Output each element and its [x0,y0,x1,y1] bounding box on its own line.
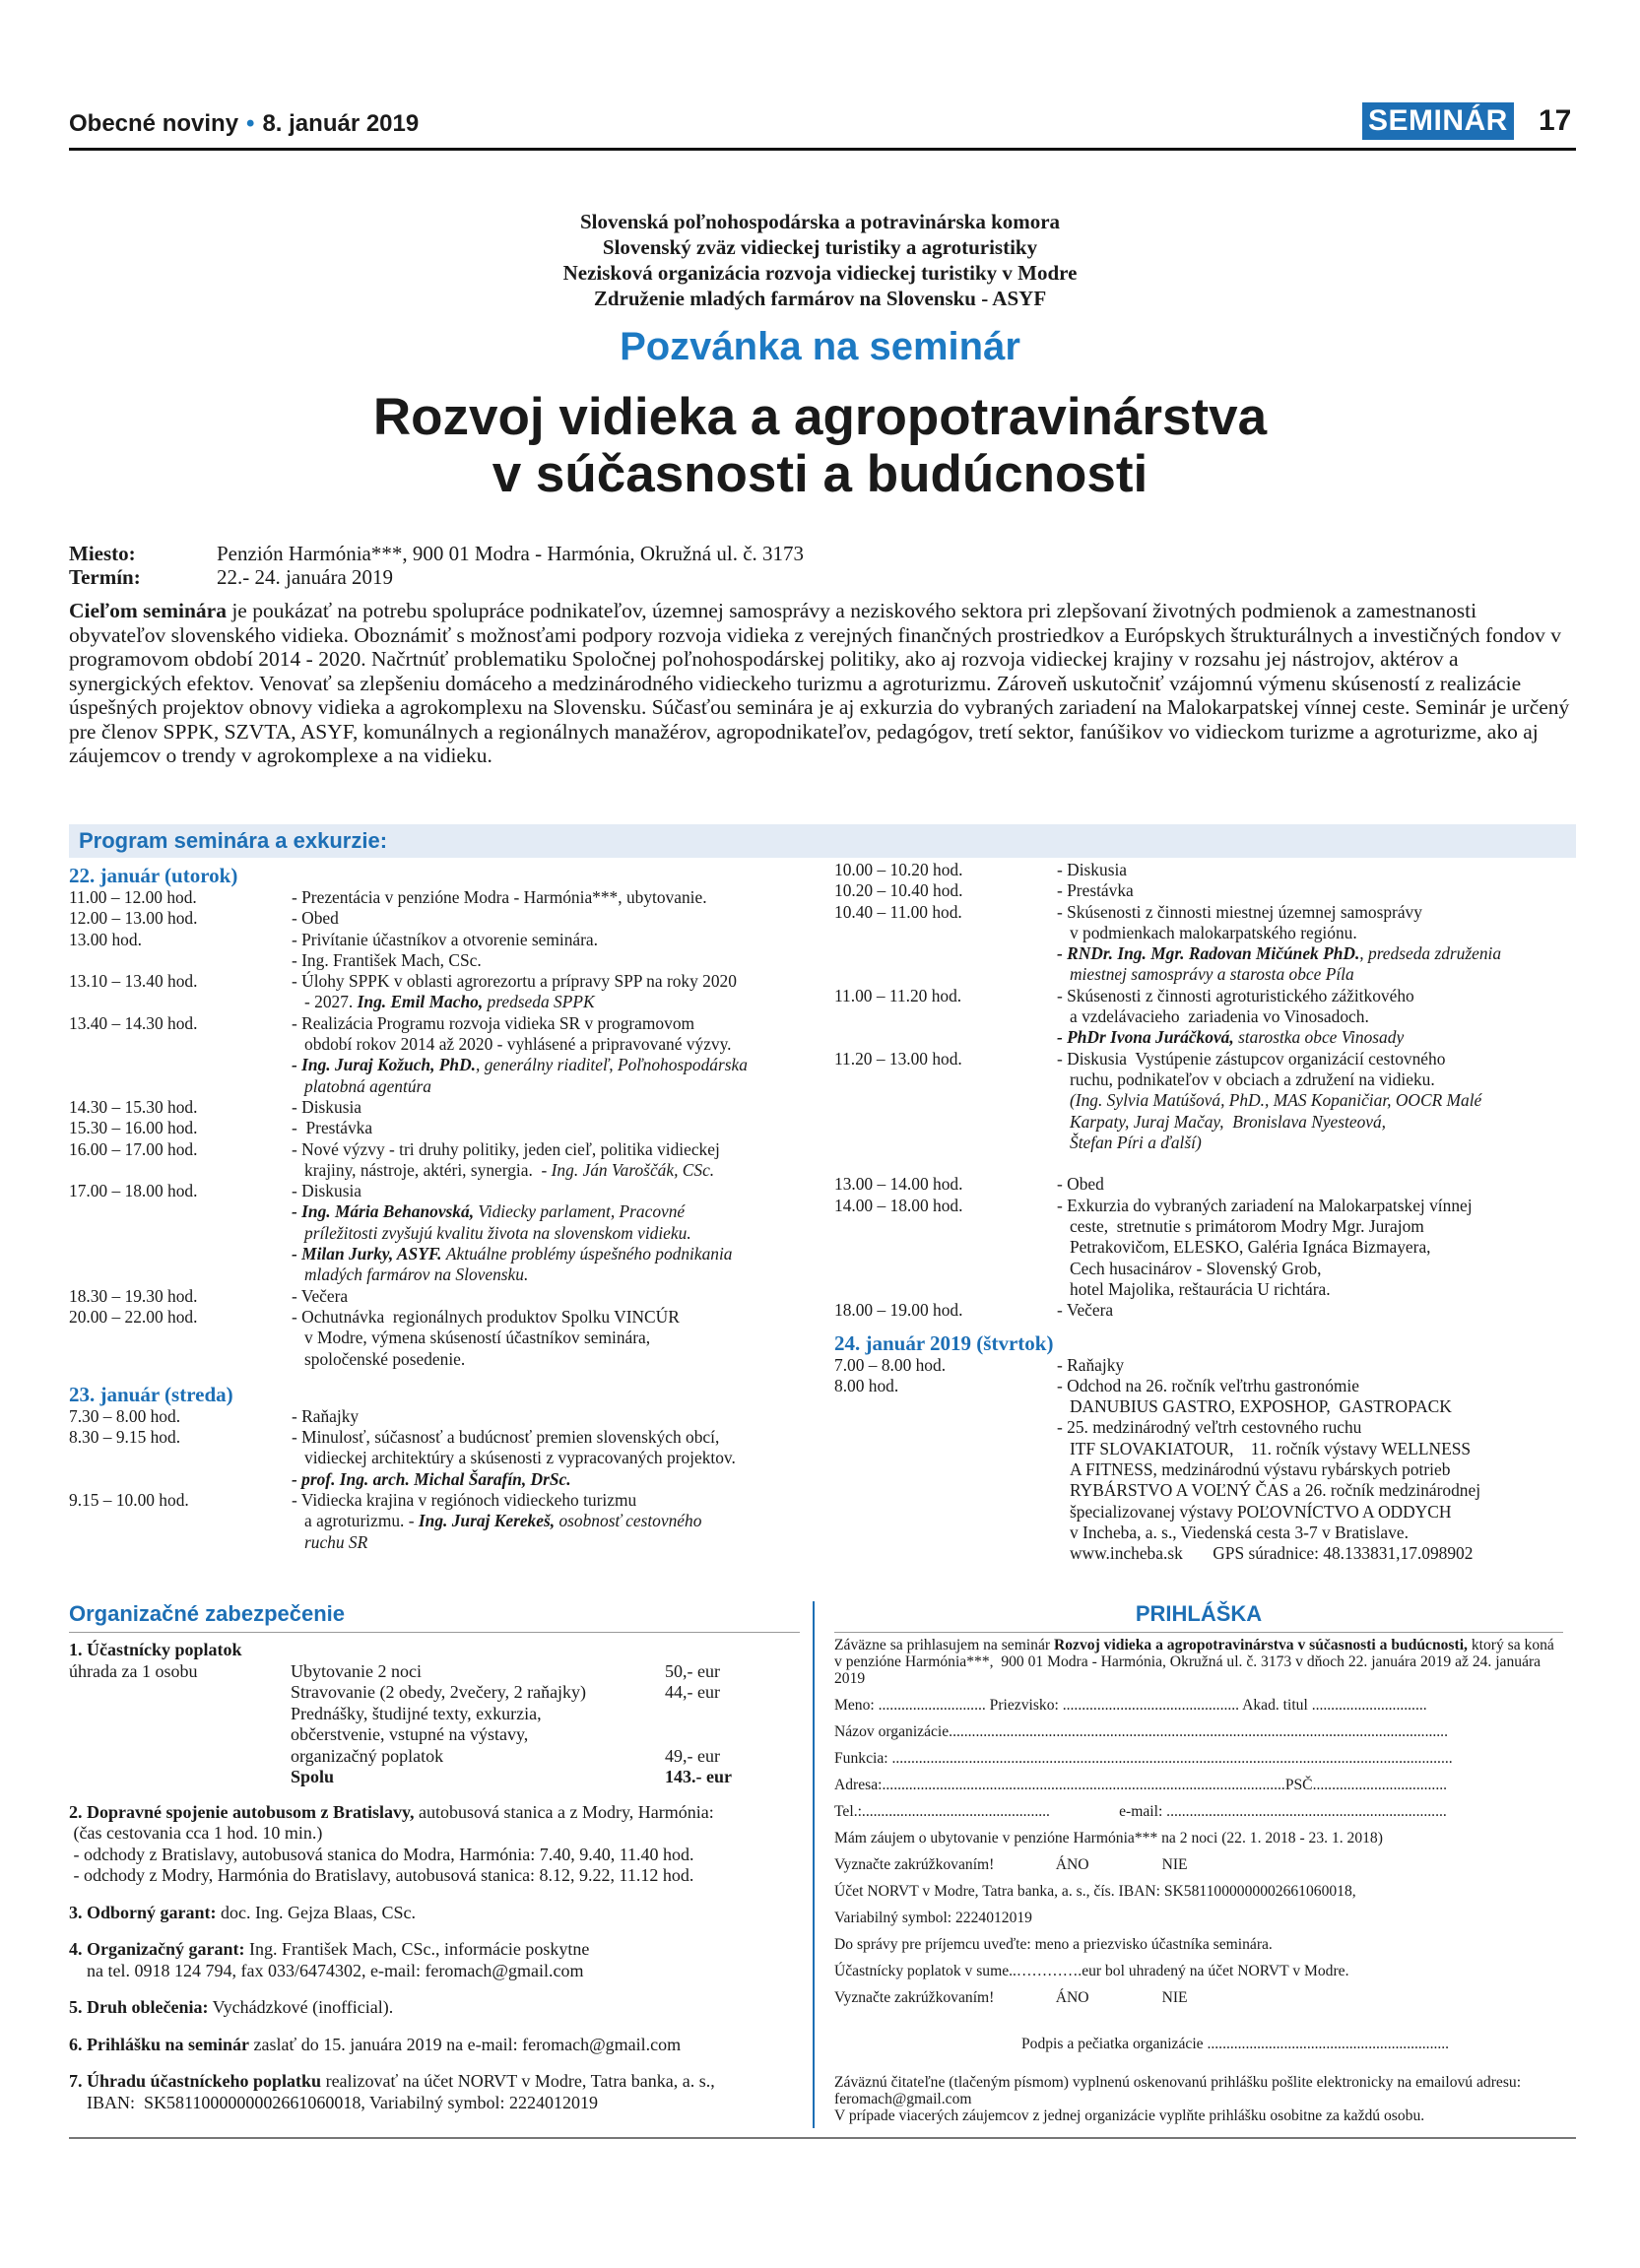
choice-yes-no[interactable]: Vyznačte zakrúžkovaním! ÁNO NIE [834,1856,1188,1873]
program-row: 17.00 – 18.00 hod. - Diskusia - Ing. Mária Behanovská, Vidiecky parlament, Pracovné príležitosti zvyšujú kvalitu života na slovenskom vidieku. - Milan Jurky, ASYF. Aktuálne problémy úspešného podnikania mladých farmárov na Slovensku. [69,1181,733,1285]
day-heading: 24. január 2019 (štvrtok) [834,1330,1054,1355]
footer-note: Záväznú čitateľne (tlačeným písmom) vyplnenú oskenovanú prihlášku pošlite elektronicky na emailovú adresu: feromach@gmail.com V prípade viacerých záujemcov z jednej organizácie vyplňte prihlášku osobitne za každú osobu. [834,2074,1525,2124]
organization-rule [69,1632,800,1633]
day-heading: 23. január (streda) [69,1382,233,1406]
program-row: 18.30 – 19.30 hod. - Večera [69,1285,349,1306]
fee-block: 1. Účastnícky poplatok úhrada za 1 osobu Ubytovanie 2 noci 50,- eur Stravovanie (2 obedy, 2večery, 2 raňajky) 44,- eur Prednášky, študijné texty, exkurzia, občerstvenie, vstupné na výstavy, organizačný poplatok 49,- eur Spolu 143.- eur [69,1640,732,1786]
program-row: 16.00 – 17.00 hod. - Nové výzvy - tri druhy politiky, jeden cieľ, politika vidieckej krajiny, nástroje, aktéri, synergia. - Ing. Ján Varoščák, CSc. [69,1138,720,1180]
header-rule [69,148,1576,151]
program-row: 7.30 – 8.00 hod. - Raňajky [69,1405,360,1426]
day-heading: 22. január (utorok) [69,864,238,887]
account-info: Účet NORVT v Modre, Tatra banka, a. s., čís. IBAN: SK5811000000002661060018, [834,1883,1356,1900]
address-field[interactable]: Adresa:.........................................................................................................PSČ................................... [834,1777,1448,1793]
intro-text: je poukázať na potrebu spolupráce podnikateľov, územnej samosprávy a neziskového sektora pri zlepšovaní životných podmienok a zamestnanosti obyvateľov slovenského vidieka. Oboznámiť s možnosťami podpory rozvoja vidieka z verejných finančných prostriedkov a Európskych štrukturálnych a investičných fondov v programovom období 2014 - 2020. Načrtnúť problematiku Spoločnej poľnohospodárskej politiky, ako aj rozvoja vidieckej krajiny v rozsahu jej nástrojov, aktérov a synergických efektov. Venovať sa zlepšeniu domáceho a medzinárodného vidieckeho turizmu a agroturizmu. Zároveň uskutočniť vzájomnú výmenu skúseností z realizácie úspešných projektov obnovy vidieka a agrokomplexu na Slovensku. Súčasťou seminára je aj exkurzia do vybraných zariadení na Malokarpatskej vínnej ceste. Seminár je určený pre členov SPPK, SZVTA, ASYF, komunálnych a regionálnych manažérov, agropodnikateľov, pedagógov, tretí sektor, fanúšikov vo vidieckom turizme a agroturizme, ako aj záujemcov o trendy v agrokomplexe a na vidieku. [69,599,1570,767]
organizer: Slovenský zväz vidieckej turistiky a agroturistiky [602,235,1038,259]
organizer: Združenie mladých farmárov na Slovensku - ASYF [593,287,1047,310]
contact-field[interactable]: Tel.:................................................. e-mail: ......................................................................... [834,1803,1447,1820]
seminar-title [0,389,1640,503]
payment-block: 7. Úhradu účastníckeho poplatku realizovať na účet NORVT v Modre, Tatra banka, a. s., IBAN: SK5811000000002661060018, Variabilný symbol: 2224012019 [69,2071,715,2112]
org-guarantor-block: 4. Organizačný garant: Ing. František Mach, CSc., informácie poskytne na tel. 0918 124 794, fax 033/6474302, e-mail: feromach@gmail.com [69,1939,590,1980]
organization-body [69,1640,808,2129]
form-intro: Záväzne sa prihlasujem na seminár Rozvoj vidieka a agropotravinárstva v súčasnosti a budúcnosti, ktorý sa koná v penzióne Harmónia***, 900 01 Modra - Harmónia, Okružná ul. č. 3173 v dňoch 22. januára 2019 až 24. januára 2019 [834,1637,1554,1687]
program-row: 20.00 – 22.00 hod. - Ochutnávka regionálnych produktov Spolku VINCÚR v Modre, výmena skúseností účastníkov seminára, spoločenské posedenie. [69,1306,680,1369]
payment-note: Do správy pre príjemcu uveďte: meno a priezvisko účastníka seminára. [834,1936,1273,1953]
fee-table: úhrada za 1 osobu Ubytovanie 2 noci 50,- eur Stravovanie (2 obedy, 2večery, 2 raňajky) 44,- eur Prednášky, študijné texty, exkurzia, občerstvenie, vstupné na výstavy, organizačný poplatok 49,- eur Spolu 143.- eur [69,1660,732,1786]
program-row: 15.30 – 16.00 hod. - Prestávka [69,1118,373,1138]
transport-block: 2. Dopravné spojenie autobusom z Bratislavy, autobusová stanica a z Modry, Harmónia: (čas cestovania cca 1 hod. 10 min.) - odchody z Bratislavy, autobusová stanica do Modra, Harmónia: 7.40, 9.40, 11.40 hod. - odchody z Modry, Harmónia do Bratislavy, autobusová stanica: 8.12, 9.22, 11.12 hod. [69,1801,714,1885]
program-left-column [69,864,798,1553]
program-right-column [834,860,1563,1565]
fee-paid-field[interactable]: Účastnícky poplatok v sume..………….eur bol uhradený na účet NORVT v Modre. [834,1963,1349,1979]
invitation-heading: Pozvánka na seminár [620,325,1020,368]
program-row: 7.00 – 8.00 hod. - Raňajky [834,1354,1125,1375]
program-row: 11.20 – 13.00 hod. - Diskusia Vystúpenie zástupcov organizácií cestovného ruchu, podnikateľov v obciach a združení na vidieku. (Ing. Sylvia Matúšová, PhD., MAS Kopaničiar, OOCR Malé Karpaty, Juraj Mačay, Bronislava Nyesteová, Štefan Píri a ďalší) [834,1048,1482,1152]
accommodation-question: Mám záujem o ubytovanie v penzióne Harmónia*** na 2 noci (22. 1. 2018 - 23. 1. 2018) [834,1830,1383,1847]
issue-date: 8. január 2019 [262,110,420,137]
program-row: 8.30 – 9.15 hod. - Minulosť, súčasnosť a budúcnosť premien slovenských obcí, vidieckej architektúry a skúsenosti z vypracovaných projektov. - prof. Ing. arch. Michal Šarafín, DrSc. [69,1427,736,1489]
program-title: Program seminára a exkurzie: [79,828,388,853]
program-row: 14.00 – 18.00 hod. - Exkurzia do vybraných zariadení na Malokarpatskej vínnej ceste, stretnutie s primátorom Modry Mgr. Jurajom Petrakovičom, ELESKO, Galéria Ignáca Bizmayera, Cech husacinárov - Slovenský Grob, hotel Majolika, reštaurácia U richtára. [834,1195,1473,1299]
name-field[interactable]: Meno: ............................ Priezvisko: .............................................. Akad. titul .............................. [834,1697,1427,1714]
place-value: Penzión Harmónia***, 900 01 Modra - Harmónia, Okružná ul. č. 3173 [217,542,805,565]
organization-title: Organizačné zabezpečenie [69,1601,345,1626]
program-row: 14.30 – 15.30 hod. - Diskusia [69,1096,362,1117]
column-divider [813,1601,815,2128]
program-row: 13.10 – 13.40 hod. - Úlohy SPPK v oblasti agrorezortu a prípravy SPP na roky 2020 - 2027. Ing. Emil Macho, predseda SPPK [69,971,737,1012]
program-row: 12.00 – 13.00 hod. - Obed [69,908,339,929]
section-tag: SEMINÁR [1362,102,1514,140]
program-band [69,824,1576,858]
organizers-list [0,209,1640,311]
term-label: Termín: [69,565,141,589]
term-value: 22.- 24. januára 2019 [217,565,394,589]
title-line: Rozvoj vidieka a agropotravinárstva [372,388,1268,446]
newspaper-header [69,110,419,138]
program-row: 10.00 – 10.20 hod. - Diskusia [834,860,1128,879]
organization-field[interactable]: Názov organizácie.................................................................................................................................. [834,1723,1448,1740]
title-line: v súčasnosti a budúcnosti [492,445,1148,503]
program-row: 10.40 – 11.00 hod. - Skúsenosti z činnosti miestnej územnej samosprávy v podmienkach malokarpatského regiónu. - RNDr. Ing. Mgr. Radovan Mičúnek PhD., predseda združenia miestnej samosprávy a starosta obce Píla [834,901,1502,985]
intro-bold: Cieľom seminára [69,599,227,622]
program-row: 11.00 – 12.00 hod. - Prezentácia v penzióne Modra - Harmónia***, ubytovanie. [69,887,707,907]
function-field[interactable]: Funkcia: .................................................................................................................................................. [834,1750,1453,1767]
application-form-title: PRIHLÁŠKA [1135,1601,1263,1626]
bullet: • [246,110,255,137]
program-row: 13.00 hod. - Privítanie účastníkov a otvorenie seminára. - Ing. František Mach, CSc. [69,929,599,970]
application-form-rule [834,1632,1563,1633]
newspaper-name: Obecné noviny [69,110,239,137]
choice-yes-no[interactable]: Vyznačte zakrúžkovaním! ÁNO NIE [834,1989,1188,2006]
program-row: 9.15 – 10.00 hod. - Vidiecka krajina v regiónoch vidieckeho turizmu a agroturizmu. - Ing. Juraj Kerekeš, osobnosť cestovného ruchu SR [69,1490,702,1552]
application-block: 6. Prihlášku na seminár zaslať do 15. januára 2019 na e-mail: feromach@gmail.com [69,2034,682,2054]
organizer: Slovenská poľnohospodárska a potravinárska komora [579,210,1061,233]
program-row: 8.00 hod. - Odchod na 26. ročník veľtrhu gastronómie DANUBIUS GASTRO, EXPOSHOP, GASTROPACK - 25. medzinárodný veľtrh cestovného ruchu ITF SLOVAKIATOUR, 11. ročník výstavy WELLNESS A FITNESS, medzinárodnú výstavu rybárskych potrieb RYBÁRSTVO A VOĽNÝ ČAS a 26. ročník medzinárodnej špecializovanej výstavy POĽOVNÍCTVO A ODDYCH v Incheba, a. s., Viedenská cesta 3-7 v Bratislave. www.incheba.sk GPS súradnice: 48.133831,17.098902 [834,1375,1481,1564]
program-row: 10.20 – 10.40 hod. - Prestávka [834,880,1134,901]
event-meta [69,542,804,589]
page-number: 17 [1539,104,1572,137]
place-label: Miesto: [69,542,136,565]
dress-block: 5. Druh oblečenia: Vychádzkové (inofficial). [69,1997,394,2017]
bottom-rule [69,2137,1576,2139]
application-form [834,1637,1563,2124]
guarantor-block: 3. Odborný garant: doc. Ing. Gejza Blaas, CSc. [69,1902,416,1922]
intro-paragraph [69,599,1571,768]
signature-field[interactable]: Podpis a pečiatka organizácie ............................................................... [948,2036,1450,2052]
variable-symbol: Variabilný symbol: 2224012019 [834,1910,1032,1926]
program-row: 18.00 – 19.00 hod. - Večera [834,1300,1114,1321]
program-row: 13.00 – 14.00 hod. - Obed [834,1174,1104,1195]
program-row: 13.40 – 14.30 hod. - Realizácia Programu rozvoja vidieka SR v programovom období rokov 2014 až 2020 - vyhlásené a pripravované výzvy. - Ing. Juraj Kožuch, PhD., generálny riaditeľ, Poľnohospodárska platobná agentúra [69,1012,748,1096]
organizer: Nezisková organizácia rozvoja vidieckej turistiky v Modre [562,261,1078,285]
program-row: 11.00 – 11.20 hod. - Skúsenosti z činnosti agroturistického zážitkového a vzdelávacieho zariadenia vo Vinosadoch. - PhDr Ivona Juráčková, starostka obce Vinosady [834,985,1414,1048]
